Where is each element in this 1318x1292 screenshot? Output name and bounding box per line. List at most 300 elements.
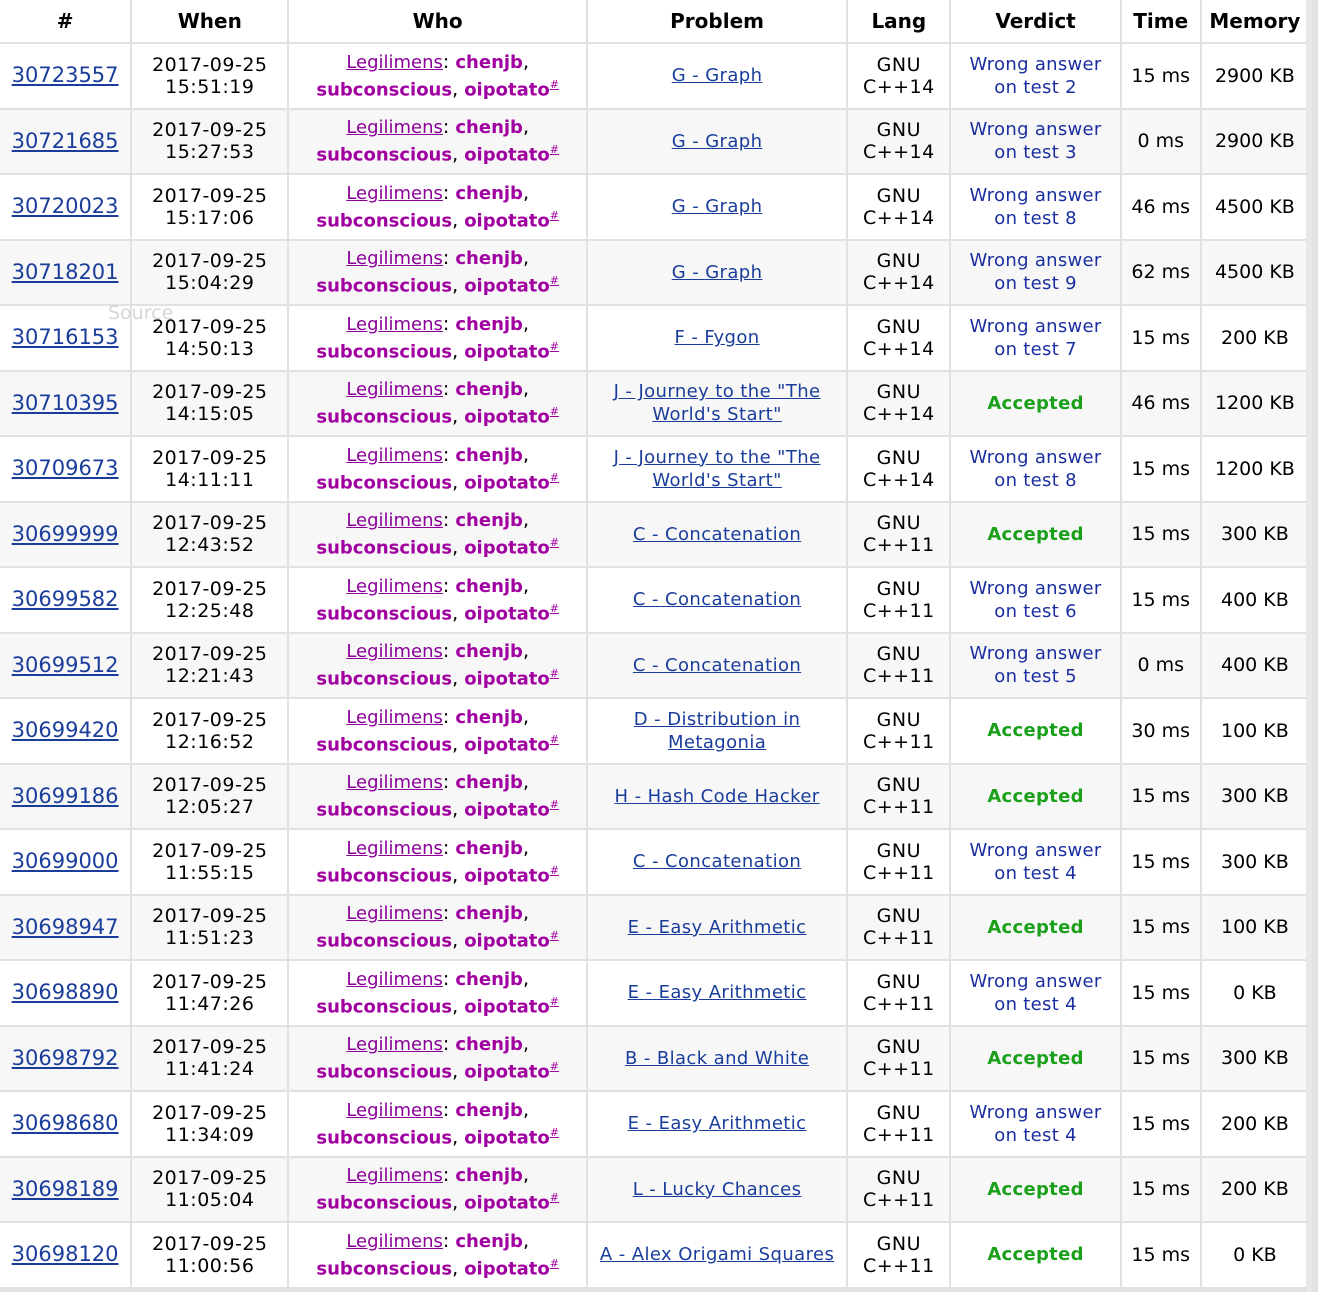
who-cell (289, 110, 585, 174)
time-cell: 0 ms (1122, 634, 1200, 698)
memory-cell: 100 KB (1202, 896, 1308, 960)
submission-id-cell (0, 568, 130, 632)
when-cell (132, 961, 287, 1025)
submission-id-link[interactable]: 30709673 (11, 456, 119, 481)
who-cell (289, 634, 585, 698)
verdict-wrong[interactable] (969, 119, 1101, 163)
problem-cell (588, 503, 846, 567)
header-lang: Lang (848, 0, 949, 42)
member-link-oipotato[interactable]: oipotato (464, 275, 550, 297)
virtual-participant-mark[interactable]: # (549, 601, 559, 615)
team-link[interactable]: Legilimens (346, 903, 443, 925)
verdict-cell (951, 1223, 1119, 1287)
virtual-participant-mark[interactable]: # (549, 405, 559, 419)
who-cell (289, 437, 585, 501)
virtual-participant-mark[interactable]: # (549, 536, 559, 550)
when-cell (132, 1223, 287, 1287)
member-link-chenjb[interactable]: chenjb (455, 575, 523, 597)
comma-separator: , (452, 339, 459, 362)
who-cell (289, 1027, 585, 1091)
member-link-oipotato[interactable]: oipotato (464, 144, 550, 166)
submission-id-cell (0, 1158, 130, 1222)
submission-id-cell (0, 896, 130, 960)
verdict-wrong[interactable] (969, 54, 1101, 98)
member-link-subconscious[interactable]: subconscious (316, 1192, 453, 1214)
problem-link[interactable]: H - Hash Code Hacker (614, 785, 820, 807)
member-link-chenjb[interactable]: chenjb (455, 248, 523, 270)
member-link-oipotato[interactable]: oipotato (464, 995, 550, 1017)
memory-cell: 300 KB (1202, 1027, 1308, 1091)
member-link-chenjb[interactable]: chenjb (455, 182, 523, 204)
member-link-chenjb[interactable]: chenjb (455, 968, 523, 990)
team-link[interactable]: Legilimens (346, 510, 443, 532)
table-header-row (0, 0, 1308, 42)
verdict-test: on test 5 (994, 666, 1077, 688)
submission-id-link[interactable]: 30698120 (11, 1242, 119, 1267)
submission-id-link[interactable]: 30723557 (11, 63, 119, 88)
lang-compiler: GNU (876, 512, 922, 535)
member-link-chenjb[interactable]: chenjb (455, 510, 523, 532)
verdict-cell (951, 110, 1119, 174)
problem-line: J - Journey to the "The (613, 381, 821, 403)
team-link[interactable]: Legilimens (346, 1099, 443, 1121)
lang-cell (848, 241, 949, 305)
team-link[interactable]: Legilimens (346, 772, 443, 794)
lang-version: C++11 (862, 861, 935, 884)
member-link-oipotato[interactable]: oipotato (464, 78, 550, 100)
member-link-chenjb[interactable]: chenjb (455, 903, 523, 925)
submission-id-link[interactable]: 30699582 (11, 587, 119, 612)
comma-separator: , (522, 443, 529, 466)
verdict-cell (951, 1092, 1119, 1156)
when-cell (132, 1092, 287, 1156)
virtual-participant-mark[interactable]: # (549, 1060, 559, 1074)
table-row (0, 175, 1308, 239)
member-link-subconscious[interactable]: subconscious (316, 1126, 453, 1148)
member-link-chenjb[interactable]: chenjb (455, 1165, 523, 1187)
time-cell: 15 ms (1122, 1158, 1200, 1222)
member-link-oipotato[interactable]: oipotato (464, 340, 550, 362)
member-link-oipotato[interactable]: oipotato (464, 471, 550, 493)
submission-time: 11:41:24 (165, 1058, 255, 1081)
virtual-participant-mark[interactable]: # (549, 470, 559, 484)
problem-link[interactable]: G - Graph (671, 196, 763, 218)
submission-id-link[interactable]: 30698680 (11, 1111, 119, 1136)
verdict-cell (951, 175, 1119, 239)
verdict-label: Wrong answer (969, 1101, 1102, 1123)
lang-compiler: GNU (876, 839, 922, 862)
submission-id-link[interactable]: 30720023 (11, 194, 119, 219)
virtual-participant-mark[interactable]: # (549, 143, 559, 157)
member-link-chenjb[interactable]: chenjb (455, 706, 523, 728)
lang-version: C++11 (862, 665, 935, 688)
comma-separator: , (522, 836, 529, 859)
member-link-subconscious[interactable]: subconscious (316, 602, 453, 624)
team-link[interactable]: Legilimens (346, 968, 443, 990)
member-link-oipotato[interactable]: oipotato (464, 864, 550, 886)
member-link-subconscious[interactable]: subconscious (316, 864, 453, 886)
virtual-participant-mark[interactable]: # (549, 208, 559, 222)
team-link[interactable]: Legilimens (346, 182, 443, 204)
submission-date: 2017-09-25 (152, 184, 268, 207)
colon-separator: : (442, 312, 450, 335)
submission-id-cell (0, 503, 130, 567)
verdict-wrong[interactable] (969, 578, 1101, 622)
memory-cell: 300 KB (1202, 830, 1308, 894)
comma-separator: , (522, 640, 529, 663)
team-link[interactable]: Legilimens (346, 837, 443, 859)
page-scrollbar[interactable] (1306, 0, 1312, 1292)
member-link-subconscious[interactable]: subconscious (316, 1257, 453, 1279)
problem-link[interactable] (634, 709, 801, 753)
lang-version: C++14 (862, 206, 935, 229)
member-link-chenjb[interactable]: chenjb (455, 1034, 523, 1056)
time-cell: 15 ms (1122, 44, 1200, 108)
submission-id-link[interactable]: 30698189 (11, 1176, 119, 1201)
submission-id-cell (0, 699, 130, 763)
problem-link[interactable] (614, 447, 821, 491)
memory-cell: 300 KB (1202, 765, 1308, 829)
submission-date: 2017-09-25 (152, 774, 268, 797)
member-link-subconscious[interactable]: subconscious (316, 340, 453, 362)
lang-version: C++14 (862, 75, 935, 98)
member-link-oipotato[interactable]: oipotato (464, 799, 550, 821)
colon-separator: : (442, 509, 450, 532)
memory-cell: 400 KB (1202, 634, 1308, 698)
verdict-wrong[interactable] (969, 250, 1101, 294)
comma-separator: , (522, 247, 529, 270)
member-link-oipotato[interactable]: oipotato (464, 602, 550, 624)
who-cell (289, 699, 585, 763)
verdict-cell (951, 44, 1119, 108)
member-link-subconscious[interactable]: subconscious (316, 471, 453, 493)
member-link-subconscious[interactable]: subconscious (316, 668, 453, 690)
problem-link[interactable]: C - Concatenation (632, 589, 802, 611)
lang-cell (848, 765, 949, 829)
comma-separator: , (452, 994, 459, 1017)
submission-date: 2017-09-25 (152, 970, 268, 993)
submission-id-link[interactable]: 30698792 (11, 1045, 119, 1070)
verdict-accepted: Accepted (987, 720, 1084, 742)
team-link[interactable]: Legilimens (346, 313, 443, 335)
problem-link[interactable]: G - Graph (671, 130, 763, 152)
team-link[interactable]: Legilimens (346, 706, 443, 728)
header-problem: Problem (588, 0, 846, 42)
submission-date: 2017-09-25 (152, 905, 268, 928)
when-cell (132, 241, 287, 305)
verdict-wrong[interactable] (969, 316, 1101, 360)
verdict-cell (951, 830, 1119, 894)
verdict-cell (951, 568, 1119, 632)
comma-separator: , (522, 50, 529, 73)
table-row (0, 896, 1308, 960)
member-link-chenjb[interactable]: chenjb (455, 51, 523, 73)
verdict-wrong[interactable] (969, 643, 1101, 687)
verdict-test: on test 4 (994, 1124, 1077, 1146)
submission-time: 14:50:13 (165, 337, 255, 360)
verdict-test: on test 4 (994, 993, 1077, 1015)
table-row (0, 437, 1308, 501)
verdict-test: on test 8 (994, 207, 1077, 229)
team-link[interactable]: Legilimens (346, 379, 443, 401)
team-link[interactable]: Legilimens (346, 1034, 443, 1056)
problem-link[interactable]: L - Lucky Chances (632, 1178, 802, 1200)
comma-separator: , (522, 1098, 529, 1121)
header-when: When (132, 0, 287, 42)
header-time: Time (1122, 0, 1200, 42)
memory-cell: 1200 KB (1202, 372, 1308, 436)
comma-separator: , (452, 798, 459, 821)
lang-version: C++11 (862, 1189, 935, 1212)
virtual-participant-mark[interactable]: # (549, 1191, 559, 1205)
time-cell: 15 ms (1122, 1027, 1200, 1091)
verdict-accepted: Accepted (987, 1178, 1084, 1200)
problem-line: World's Start" (652, 404, 782, 426)
member-link-chenjb[interactable]: chenjb (455, 1230, 523, 1252)
submission-id-cell (0, 372, 130, 436)
submission-time: 11:05:04 (165, 1189, 255, 1212)
problem-cell (588, 634, 846, 698)
verdict-accepted: Accepted (987, 392, 1084, 414)
who-cell (289, 503, 585, 567)
table-row (0, 503, 1308, 567)
problem-link[interactable]: E - Easy Arithmetic (627, 916, 807, 938)
comma-separator: , (452, 77, 459, 100)
member-link-chenjb[interactable]: chenjb (455, 772, 523, 794)
team-link[interactable]: Legilimens (346, 641, 443, 663)
lang-compiler: GNU (876, 250, 922, 273)
member-link-oipotato[interactable]: oipotato (464, 1061, 550, 1083)
member-link-chenjb[interactable]: chenjb (455, 313, 523, 335)
submission-time: 15:17:06 (165, 206, 255, 229)
member-link-chenjb[interactable]: chenjb (455, 444, 523, 466)
submission-date: 2017-09-25 (152, 315, 268, 338)
problem-link[interactable]: C - Concatenation (632, 523, 802, 545)
who-cell (289, 44, 585, 108)
when-cell (132, 568, 287, 632)
member-link-subconscious[interactable]: subconscious (316, 799, 453, 821)
time-cell: 46 ms (1122, 175, 1200, 239)
table-row (0, 44, 1308, 108)
comma-separator: , (452, 1125, 459, 1148)
submission-id-link[interactable]: 30721685 (11, 128, 119, 153)
table-row (0, 241, 1308, 305)
submission-id-link[interactable]: 30699999 (11, 521, 119, 546)
problem-link[interactable]: G - Graph (671, 261, 763, 283)
problem-link[interactable]: A - Alex Origami Squares (599, 1244, 835, 1266)
colon-separator: : (442, 1033, 450, 1056)
problem-link[interactable]: F - Fygon (674, 327, 760, 349)
memory-cell: 2900 KB (1202, 110, 1308, 174)
verdict-test: on test 4 (994, 862, 1077, 884)
memory-cell: 400 KB (1202, 568, 1308, 632)
team-link[interactable]: Legilimens (346, 248, 443, 270)
virtual-participant-mark[interactable]: # (549, 798, 559, 812)
submission-id-cell (0, 830, 130, 894)
submission-id-link[interactable]: 30716153 (11, 325, 119, 350)
submission-id-cell (0, 765, 130, 829)
comma-separator: , (522, 1033, 529, 1056)
submission-id-cell (0, 961, 130, 1025)
lang-cell (848, 961, 949, 1025)
submission-date: 2017-09-25 (152, 839, 268, 862)
virtual-participant-mark[interactable]: # (549, 1125, 559, 1139)
verdict-label: Wrong answer (969, 119, 1102, 141)
member-link-chenjb[interactable]: chenjb (455, 1099, 523, 1121)
who-cell (289, 241, 585, 305)
comma-separator: , (452, 601, 459, 624)
member-link-subconscious[interactable]: subconscious (316, 930, 453, 952)
submission-time: 14:11:11 (165, 468, 255, 491)
submission-date: 2017-09-25 (152, 381, 268, 404)
member-link-oipotato[interactable]: oipotato (464, 1192, 550, 1214)
virtual-participant-mark[interactable]: # (549, 929, 559, 943)
member-link-subconscious[interactable]: subconscious (316, 733, 453, 755)
member-link-chenjb[interactable]: chenjb (455, 641, 523, 663)
virtual-participant-mark[interactable]: # (549, 994, 559, 1008)
verdict-wrong[interactable] (969, 185, 1101, 229)
member-link-oipotato[interactable]: oipotato (464, 733, 550, 755)
problem-cell (588, 1223, 846, 1287)
submission-id-link[interactable]: 30699000 (11, 849, 119, 874)
submission-id-link[interactable]: 30699186 (11, 783, 119, 808)
table-row (0, 1158, 1308, 1222)
submission-id-link[interactable]: 30699512 (11, 652, 119, 677)
member-link-oipotato[interactable]: oipotato (464, 406, 550, 428)
team-link[interactable]: Legilimens (346, 1230, 443, 1252)
virtual-participant-mark[interactable]: # (549, 274, 559, 288)
table-row (0, 830, 1308, 894)
member-link-subconscious[interactable]: subconscious (316, 537, 453, 559)
comma-separator: , (522, 771, 529, 794)
lang-version: C++11 (862, 927, 935, 950)
lang-version: C++11 (862, 992, 935, 1015)
virtual-participant-mark[interactable]: # (549, 1256, 559, 1270)
lang-cell (848, 306, 949, 370)
submission-date: 2017-09-25 (152, 53, 268, 76)
verdict-label: Wrong answer (969, 53, 1102, 75)
time-cell: 15 ms (1122, 503, 1200, 567)
verdict-wrong[interactable] (969, 840, 1101, 884)
who-cell (289, 1223, 585, 1287)
verdict-wrong[interactable] (969, 447, 1101, 491)
time-cell: 15 ms (1122, 765, 1200, 829)
virtual-participant-mark[interactable]: # (549, 77, 559, 91)
lang-cell (848, 1092, 949, 1156)
colon-separator: : (442, 771, 450, 794)
member-link-subconscious[interactable]: subconscious (316, 995, 453, 1017)
verdict-wrong[interactable] (969, 971, 1101, 1015)
team-link[interactable]: Legilimens (346, 575, 443, 597)
verdict-accepted: Accepted (987, 785, 1084, 807)
lang-compiler: GNU (876, 643, 922, 666)
team-link[interactable]: Legilimens (346, 1165, 443, 1187)
submission-time: 12:25:48 (165, 599, 255, 622)
team-link[interactable]: Legilimens (346, 444, 443, 466)
time-cell: 15 ms (1122, 568, 1200, 632)
verdict-label: Wrong answer (969, 446, 1102, 468)
time-cell: 46 ms (1122, 372, 1200, 436)
submission-id-link[interactable]: 30710395 (11, 390, 119, 415)
who-cell (289, 830, 585, 894)
member-link-oipotato[interactable]: oipotato (464, 1257, 550, 1279)
member-link-chenjb[interactable]: chenjb (455, 837, 523, 859)
problem-line: J - Journey to the "The (613, 446, 821, 468)
submission-date: 2017-09-25 (152, 643, 268, 666)
member-link-chenjb[interactable]: chenjb (455, 117, 523, 139)
lang-compiler: GNU (876, 577, 922, 600)
member-link-oipotato[interactable]: oipotato (464, 668, 550, 690)
virtual-participant-mark[interactable]: # (549, 667, 559, 681)
virtual-participant-mark[interactable]: # (549, 732, 559, 746)
comma-separator: , (452, 929, 459, 952)
verdict-wrong[interactable] (969, 1102, 1101, 1146)
problem-link[interactable]: E - Easy Arithmetic (627, 982, 807, 1004)
problem-link[interactable]: E - Easy Arithmetic (627, 1113, 807, 1135)
lang-version: C++14 (862, 141, 935, 164)
problem-link[interactable]: C - Concatenation (632, 654, 802, 676)
lang-compiler: GNU (876, 184, 922, 207)
submission-id-link[interactable]: 30698947 (11, 914, 119, 939)
member-link-chenjb[interactable]: chenjb (455, 379, 523, 401)
virtual-participant-mark[interactable]: # (549, 339, 559, 353)
memory-cell: 100 KB (1202, 699, 1308, 763)
time-cell: 15 ms (1122, 437, 1200, 501)
problem-cell (588, 830, 846, 894)
member-link-oipotato[interactable]: oipotato (464, 1126, 550, 1148)
who-cell (289, 306, 585, 370)
submission-id-link[interactable]: 30699420 (11, 718, 119, 743)
member-link-oipotato[interactable]: oipotato (464, 209, 550, 231)
colon-separator: : (442, 1229, 450, 1252)
memory-cell: 4500 KB (1202, 241, 1308, 305)
lang-cell (848, 175, 949, 239)
when-cell (132, 437, 287, 501)
submission-id-link[interactable]: 30698890 (11, 980, 119, 1005)
problem-link[interactable] (614, 381, 821, 425)
submission-time: 11:47:26 (165, 992, 255, 1015)
lang-compiler: GNU (876, 446, 922, 469)
time-cell: 62 ms (1122, 241, 1200, 305)
submission-date: 2017-09-25 (152, 512, 268, 535)
submission-id-link[interactable]: 30718201 (11, 259, 119, 284)
member-link-subconscious[interactable]: subconscious (316, 1061, 453, 1083)
member-link-oipotato[interactable]: oipotato (464, 930, 550, 952)
lang-compiler: GNU (876, 119, 922, 142)
member-link-oipotato[interactable]: oipotato (464, 537, 550, 559)
verdict-label: Wrong answer (969, 643, 1102, 665)
submission-time: 14:15:05 (165, 403, 255, 426)
member-link-subconscious[interactable]: subconscious (316, 78, 453, 100)
problem-link[interactable]: C - Concatenation (632, 851, 802, 873)
colon-separator: : (442, 836, 450, 859)
member-link-subconscious[interactable]: subconscious (316, 275, 453, 297)
submission-id-cell (0, 306, 130, 370)
team-link[interactable]: Legilimens (346, 51, 443, 73)
memory-cell: 200 KB (1202, 1092, 1308, 1156)
lang-version: C++11 (862, 730, 935, 753)
member-link-subconscious[interactable]: subconscious (316, 406, 453, 428)
team-link[interactable]: Legilimens (346, 117, 443, 139)
submission-id-cell (0, 634, 130, 698)
when-cell (132, 699, 287, 763)
member-link-subconscious[interactable]: subconscious (316, 209, 453, 231)
member-link-subconscious[interactable]: subconscious (316, 144, 453, 166)
problem-link[interactable]: G - Graph (671, 65, 763, 87)
problem-link[interactable]: B - Black and White (624, 1047, 810, 1069)
verdict-test: on test 6 (994, 600, 1077, 622)
virtual-participant-mark[interactable]: # (549, 863, 559, 877)
